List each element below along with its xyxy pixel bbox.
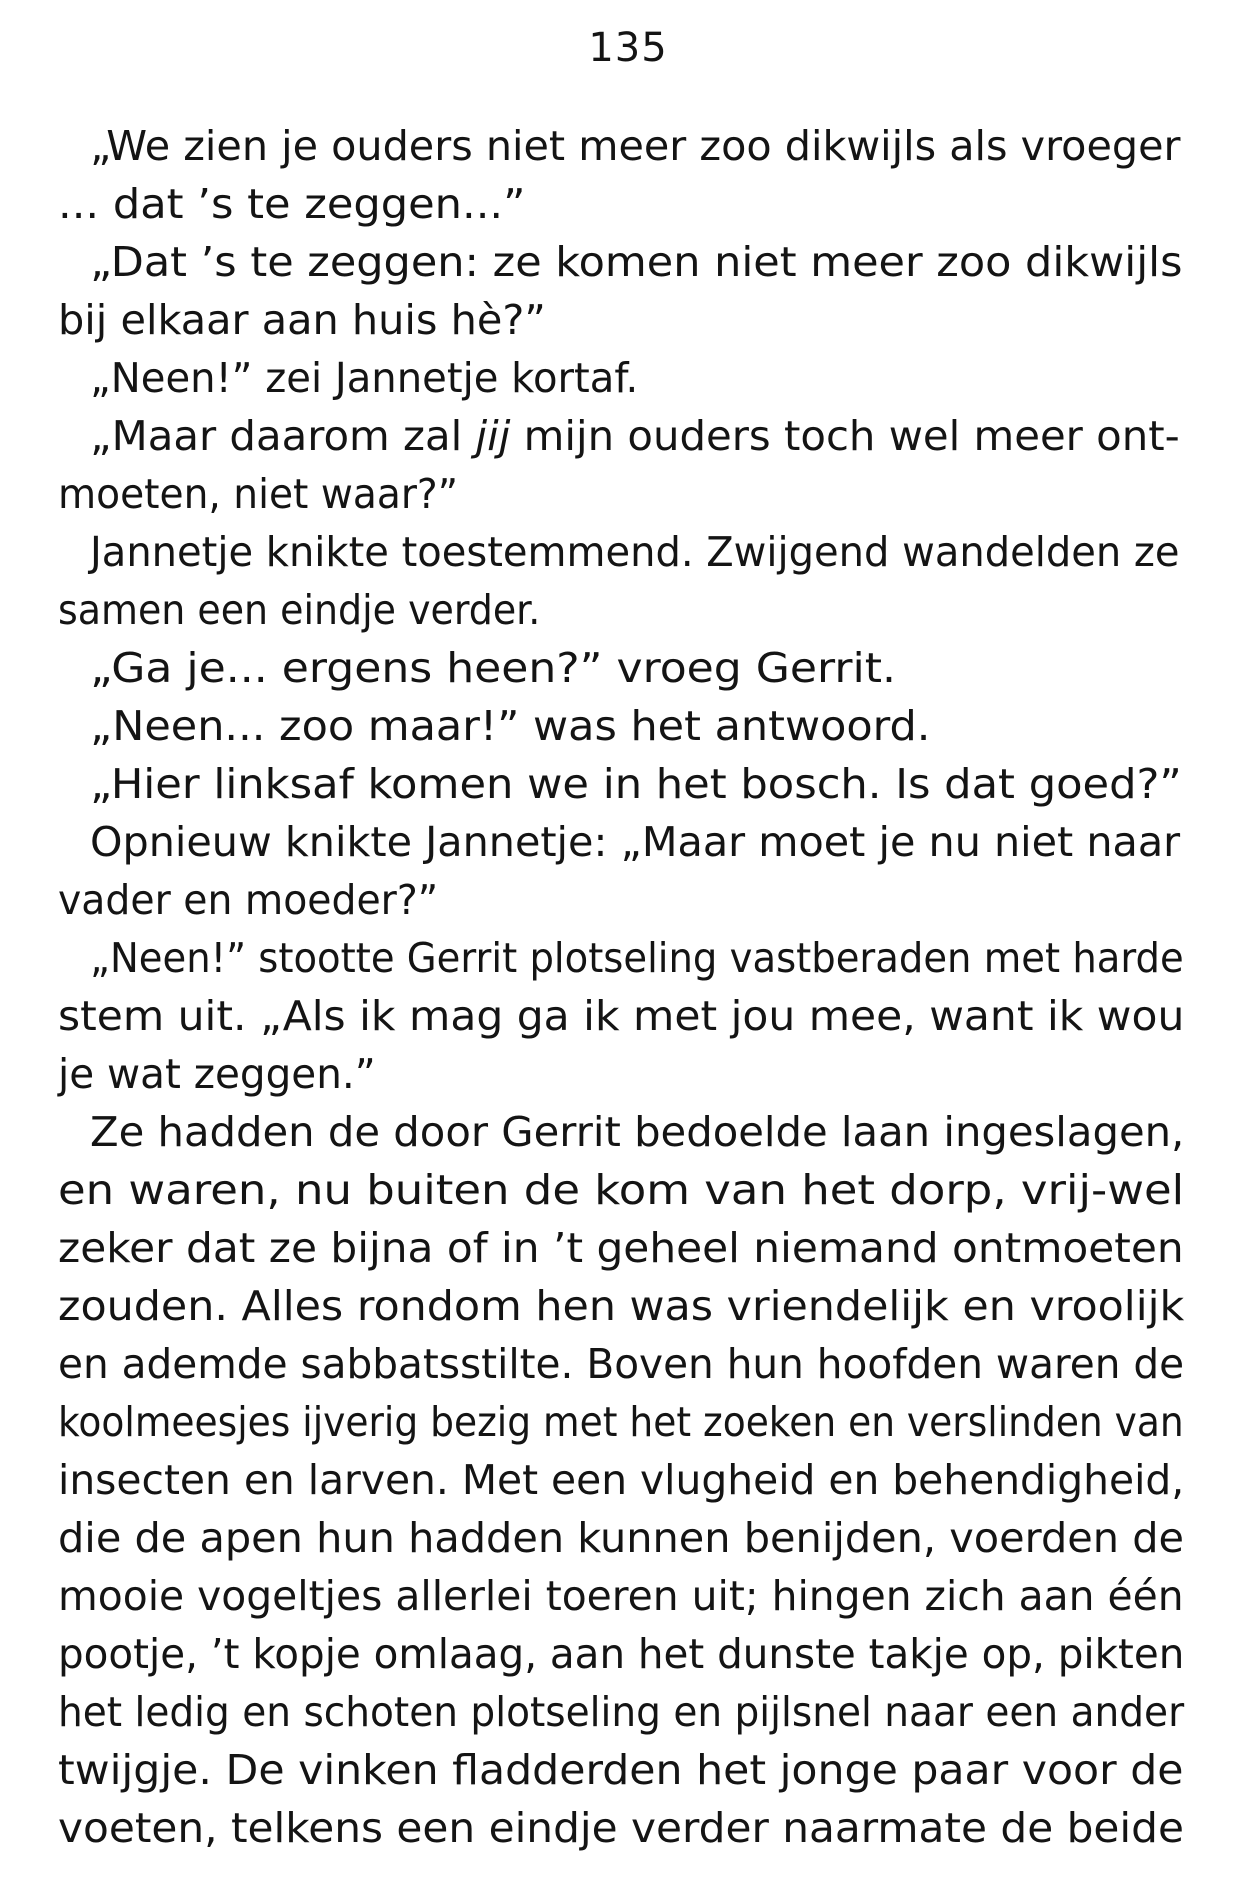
text-line: het ledig en schoten plotseling en pijlsnel naar een ander (58, 1688, 1185, 1736)
emphasis-jij: jij (475, 412, 511, 460)
text-line: vader en moeder?” (58, 876, 439, 924)
text-line: Opnieuw knikte Jannetje: „Maar moet je nu niet naar (90, 818, 1181, 866)
text-line: „Neen!” zei Jannetje kortaf. (90, 354, 639, 402)
text-line: bij elkaar aan huis hè?” (58, 296, 546, 344)
text-line: die de apen hun hadden kunnen benijden, voerden de (58, 1514, 1184, 1562)
text-line: en ademde sabbatsstilte. Boven hun hoofden waren de (58, 1340, 1185, 1388)
text-line: samen een eindje verder. (58, 586, 541, 634)
text-line: moeten, niet waar?” (58, 470, 458, 518)
text-line: je wat zeggen.” (58, 1050, 376, 1098)
text-line: „Neen!” stootte Gerrit plotseling vastberaden met harde (90, 934, 1184, 982)
text-line: pootje, ’t kopje omlaag, aan het dunste takje op, pikten (58, 1630, 1185, 1678)
text-line: zeker dat ze bijna of in ’t geheel niemand ontmoeten (58, 1224, 1184, 1272)
text-line: ... dat ’s te zeggen...” (58, 180, 526, 228)
text-line: stem uit. „Als ik mag ga ik met jou mee, want ik wou (58, 992, 1185, 1040)
text-line: „Dat ’s te zeggen: ze komen niet meer zoo dikwijls (90, 238, 1183, 286)
text-line: „Hier linksaf komen we in het bosch. Is dat goed?” (90, 760, 1182, 808)
text-line: „Neen... zoo maar!” was het antwoord. (90, 702, 931, 750)
text-line: Ze hadden de door Gerrit bedoelde laan ingeslagen, (90, 1108, 1185, 1156)
text-line: Jannetje knikte toestemmend. Zwijgend wandelden ze (90, 528, 1180, 576)
text-line: „Ga je... ergens heen?” vroeg Gerrit. (90, 644, 897, 692)
text-line: mooie vogeltjes allerlei toeren uit; hingen zich aan één (58, 1572, 1184, 1620)
text-line: zouden. Alles rondom hen was vriendelijk en vroolijk (58, 1282, 1185, 1330)
page-number: 135 (588, 25, 668, 71)
text-line: „We zien je ouders niet meer zoo dikwijls als vroeger (90, 122, 1181, 170)
text-line: insecten en larven. Met een vlugheid en behendigheid, (58, 1456, 1185, 1504)
text-line: en waren, nu buiten de kom van het dorp, vrij-wel (58, 1166, 1185, 1214)
text-line: twijgje. De vinken fladderden het jonge paar voor de (58, 1746, 1184, 1794)
text-line: voeten, telkens een eindje verder naarmate de beide (58, 1804, 1184, 1852)
text-line: koolmeesjes ijverig bezig met het zoeken en verslinden van (58, 1398, 1184, 1446)
text-line: „Maar daarom zal jij mijn ouders toch wel meer ont- (90, 412, 1180, 460)
